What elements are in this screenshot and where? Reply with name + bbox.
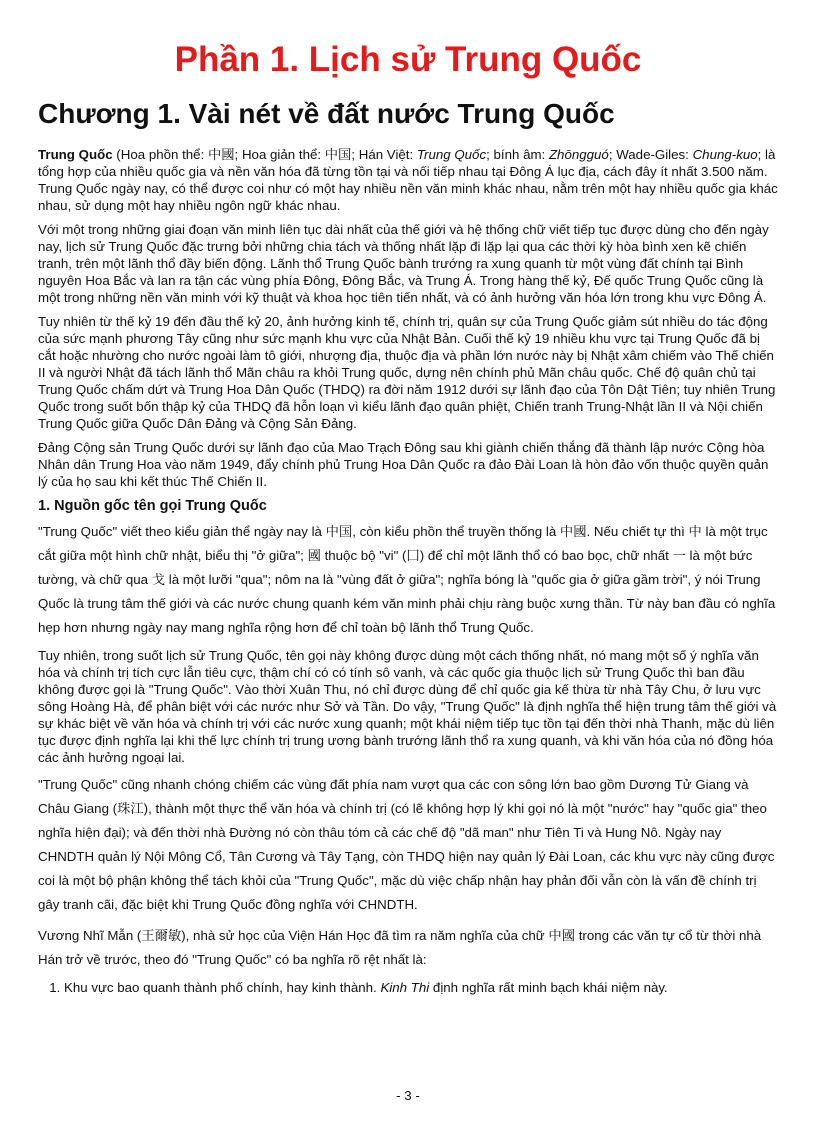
- section-paragraph-1: "Trung Quốc" viết theo kiểu giản thể ngày nay là 中国, còn kiểu phồn thể truyền thống là 中國. Nếu chiết tự thì 中 là một trục cắt giữa một hình chữ nhật, biểu thị "ở giữa"; 國 thuộc bộ "vi" (囗) để chỉ một lãnh thổ có bao bọc, chữ nhất 一 là một bức tường, và chữ qua 戈 là một lưỡi "qua"; nôm na là "vùng đất ở giữa"; nghĩa bóng là "quốc gia ở giữa gầm trời", ý nói Trung Quốc là trung tâm thế giới và các nước chung quanh kém văn minh phải chịu ràng buộc xưng thần. Từ này ban đầu có nghĩa hẹp hơn nhưng ngày nay mang nghĩa rộng hơn để chỉ toàn bộ lãnh thổ Trung Quốc.: [38, 524, 776, 635]
- main-content: [38, 146, 780, 996]
- part-title: Phần 1. Lịch sử Trung Quốc: [174, 40, 642, 79]
- list-item-text-1: Khu vực bao quanh thành phố chính, hay kinh thành.: [64, 980, 381, 995]
- intro-paragraph: [38, 146, 780, 214]
- paragraph-3: Đảng Cộng sản Trung Quốc dưới sự lãnh đạo của Mao Trạch Đông sau khi giành chiến thắng đã thành lập nước Cộng hòa Nhân dân Trung Hoa vào năm 1949, đẩy chính phủ Trung Hoa Dân Quốc ra đảo Đài Loan là hòn đảo vốn thuộc quyền quản lý của họ sau khi kết thúc Thế Chiến II.: [38, 440, 769, 489]
- section-paragraph-4: Vương Nhĩ Mẫn (王爾敏), nhà sử học của Viện Hán Học đã tìm ra năm nghĩa của chữ 中國 trong các văn tự cổ từ thời nhà Hán trở về trước, theo đó "Trung Quốc" có ba nghĩa rõ rệt nhất là:: [38, 928, 762, 967]
- list-item: [64, 979, 780, 996]
- chapter-title: Chương 1. Vài nét về đất nước Trung Quốc: [38, 98, 615, 129]
- section-heading: 1. Nguồn gốc tên gọi Trung Quốc: [38, 498, 267, 514]
- meaning-list: [38, 979, 780, 996]
- paragraph-1: Với một trong những giai đoạn văn minh liên tục dài nhất của thế giới và hệ thống chữ viết tiếp tục được dùng cho đến ngày nay, lịch sử Trung Quốc đặc trưng bởi những chia tách và thống nhất lặp đi lặp lại qua các thời kỳ hòa bình xen kẽ chiến tranh, trên một lãnh thổ đầy biến động. Lãnh thổ Trung Quốc bành trướng ra xung quanh từ một vùng đất chính tại Bình nguyên Hoa Bắc và lan ra tận các vùng phía Đông, Đông Bắc, và Trung Á. Trong hàng thế kỷ, Đế quốc Trung Quốc cũng là một trong những nền văn minh với kỹ thuật và khoa học tiên tiến nhất, và có ảnh hưởng văn hóa lớn trong khu vực Đông Á.: [38, 222, 769, 305]
- paragraph-2: Tuy nhiên từ thế kỷ 19 đến đầu thế kỷ 20, ảnh hưởng kinh tế, chính trị, quân sự của Trung Quốc giảm sút nhiều do tác động của sức mạnh phương Tây cũng như sức mạnh khu vực của Nhật Bản. Cuối thế kỷ 19 nhiều khu vực tại Trung Quốc đã bị cắt hoặc nhường cho nước ngoài làm tô giới, nhượng địa, thuộc địa và phần lớn nước này bị Nhật xâm chiếm vào Thế chiến II và người Nhật đã tách lãnh thổ Mãn châu ra khỏi Trung quốc, dựng nên chính phủ Mãn châu quốc. Chế độ quân chủ tại Trung Quốc chấm dứt và Trung Hoa Dân Quốc (THDQ) ra đời năm 1912 dưới sự lãnh đạo của Tôn Dật Tiên; tuy nhiên Trung Quốc trong suốt bốn thập kỷ của THDQ đã hỗn loạn vì kiểu lãnh đạo quân phiệt, Chiến tranh Trung-Nhật lần II và Nội chiến Trung Quốc giữa Quốc Dân Đảng và Cộng Sản Đảng.: [38, 314, 776, 431]
- intro-text-4: ; là tổng hợp của nhiều quốc gia và nền văn hóa đã từng tồn tại và nối tiếp nhau tại Đông Á lục địa, cách đây ít nhất 3.500 năm. Trung Quốc ngày nay, có thể được coi như có một hay nhiều nền văn minh khác nhau, nằm trên một hay nhiều quốc gia khác nhau, sử dụng một hay nhiều ngôn ngữ khác nhau.: [38, 147, 778, 213]
- page-number: - 3 -: [396, 1088, 420, 1103]
- intro-term: Trung Quốc: [38, 147, 113, 162]
- intro-text-1: (Hoa phồn thể: 中國; Hoa giản thể: 中国; Hán Việt:: [112, 147, 417, 162]
- intro-text-2: ; bính âm:: [486, 147, 549, 162]
- section-paragraph-3: "Trung Quốc" cũng nhanh chóng chiếm các vùng đất phía nam vượt qua các con sông lớn bao gồm Dương Tử Giang và Châu Giang (珠江), thành một thực thể văn hóa và chính trị (có lẽ không hợp lý khi gọi nó là một "nước" hay "quốc gia" theo nghĩa hiện đại); và đến thời nhà Đường nó còn thâu tóm cả các chế độ "dã man" như Tiên Ti và Hung Nô. Ngày nay CHNDTH quản lý Nội Mông Cổ, Tân Cương và Tây Tạng, còn THDQ hiện nay quản lý Đài Loan, các khu vực này cũng được coi là một bộ phận không thể tách khỏi của "Trung Quốc", mặc dù việc chấp nhận hay phản đối vẫn còn là vấn đề chính trị gây tranh cãi, đặc biệt khi Trung Quốc đồng nghĩa với CHNDTH.: [38, 777, 775, 912]
- intro-text-3: ; Wade-Giles:: [608, 147, 693, 162]
- section-paragraph-2: Tuy nhiên, trong suốt lịch sử Trung Quốc, tên gọi này không được dùng một cách thống nhất, nó mang một số ý nghĩa văn hóa và chính trị tích cực lẫn tiêu cực, thậm chí có có tính sô vanh, và các quốc gia thuộc lịch sử Trung Quốc thì ban đầu không được gọi là "Trung Quốc". Vào thời Xuân Thu, nó chỉ được dùng để chỉ quốc gia kế thừa từ nhà Tây Chu, ở lưu vực sông Hoàng Hà, để phân biệt với các nước như Sở và Tần. Do vậy, "Trung Quốc" là định nghĩa thể hiện trung tâm thế giới và sự khác biệt về văn hóa và chính trị với các nước xung quanh; một khái niệm tiếp tục tồn tại đến thời nhà Thanh, mặc dù liên tục được định nghĩa lại khi thế lực chính trị trung ương bành trướng lãnh thổ ra xung quanh, và khi văn hóa của nó đồng hóa các ảnh hưởng ngoại lai.: [38, 648, 777, 765]
- list-item-italic: Kinh Thi: [380, 980, 430, 995]
- list-item-text-2: định nghĩa rất minh bạch khái niệm này.: [429, 980, 668, 995]
- intro-italic-2: Zhōngguó: [548, 147, 609, 162]
- intro-italic-1: Trung Quốc: [416, 147, 487, 162]
- intro-italic-3: Chung-kuo: [692, 147, 758, 162]
